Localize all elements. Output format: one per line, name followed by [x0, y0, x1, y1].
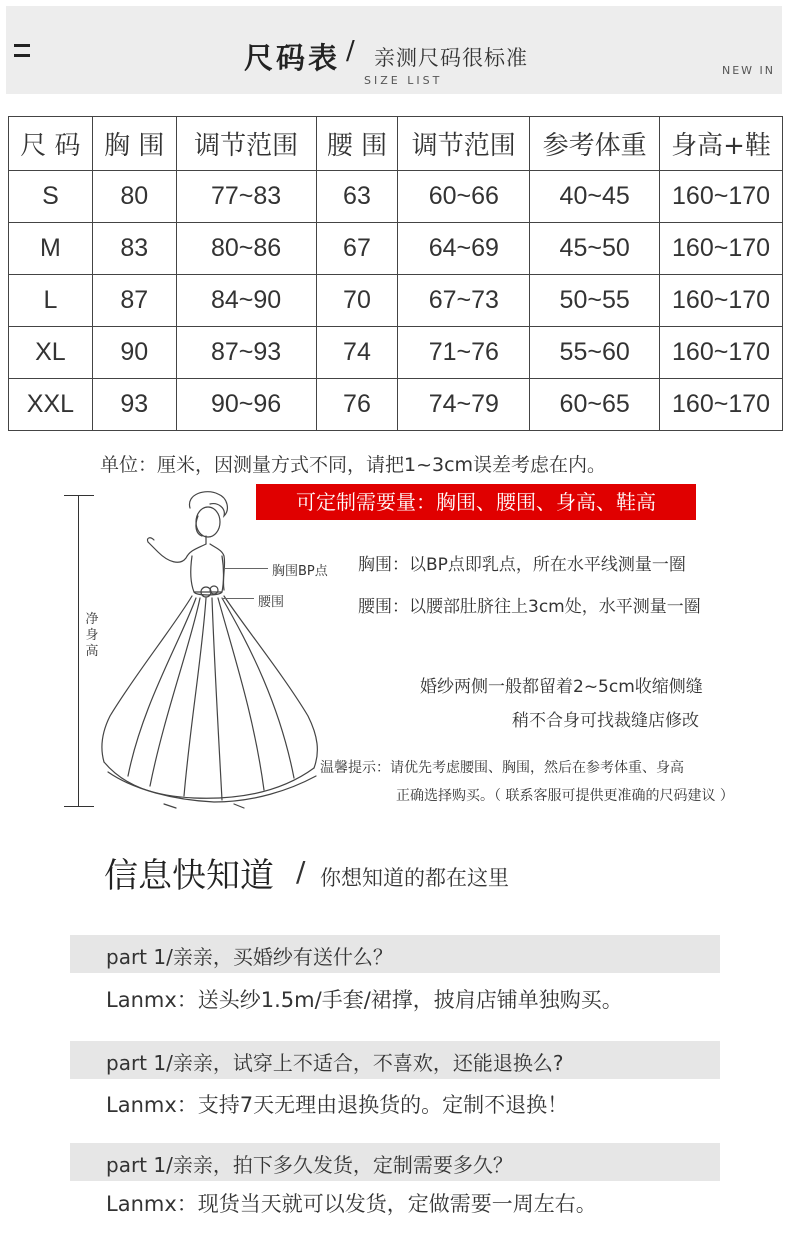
table-cell: 87: [92, 275, 176, 327]
table-cell: 71~76: [398, 327, 530, 379]
faq-question-bar: [70, 1041, 720, 1079]
new-in-label: NEW IN: [722, 64, 776, 77]
table-cell: XXL: [9, 379, 93, 431]
table-cell: 60~65: [530, 379, 660, 431]
table-cell: 45~50: [530, 223, 660, 275]
page-subtitle: 亲测尺码很标准: [374, 46, 528, 70]
ruler-bottom-tick: [64, 806, 94, 807]
table-row: [9, 379, 783, 431]
header-waist-range: 调节范围: [398, 117, 530, 171]
info-slash: /: [296, 855, 306, 888]
header-waist: 腰 围: [316, 117, 398, 171]
table-row: [9, 275, 783, 327]
table-row: [9, 327, 783, 379]
tailor-note: 稍不合身可找裁缝店修改: [512, 711, 699, 731]
waist-description: 腰围：以腰部肚脐往上3cm处，水平测量一圈: [358, 597, 701, 617]
height-ruler: [78, 496, 79, 806]
title-slash: /: [346, 36, 355, 66]
unit-note: 单位：厘米，因测量方式不同，请把1~3cm误差考虑在内。: [100, 454, 607, 476]
bust-bp-label: 胸围BP点: [272, 564, 328, 579]
table-cell: 160~170: [660, 171, 783, 223]
header-size: 尺 码: [9, 117, 93, 171]
warm-tip-line2: 正确选择购买。（ 联系客服可提供更准确的尺码建议 ）: [396, 788, 734, 804]
table-cell: 160~170: [660, 223, 783, 275]
header-bust-range: 调节范围: [176, 117, 316, 171]
info-subtitle: 你想知道的都在这里: [320, 866, 509, 890]
table-cell: 67: [316, 223, 398, 275]
table-cell: 67~73: [398, 275, 530, 327]
table-header-row: [9, 117, 783, 171]
english-subtitle: SIZE LIST: [364, 74, 443, 87]
table-cell: 77~83: [176, 171, 316, 223]
faq-answer: Lanmx：送头纱1.5m/手套/裙撑，披肩店铺单独购买。: [106, 988, 623, 1012]
menu-icon[interactable]: [14, 44, 30, 58]
table-cell: 80~86: [176, 223, 316, 275]
faq-question: part 1/亲亲，拍下多久发货，定制需要多久？: [106, 1153, 513, 1177]
table-row: [9, 223, 783, 275]
header-height: 身高+鞋: [660, 117, 783, 171]
table-cell: 63: [316, 171, 398, 223]
table-cell: L: [9, 275, 93, 327]
bust-pointer-line: [224, 568, 268, 569]
table-cell: S: [9, 171, 93, 223]
bust-description: 胸围：以BP点即乳点，所在水平线测量一圈: [358, 555, 686, 575]
faq-question: part 1/亲亲，买婚纱有送什么？: [106, 945, 393, 969]
table-row: [9, 171, 783, 223]
size-table: [8, 116, 783, 431]
table-cell: 76: [316, 379, 398, 431]
faq-answer: Lanmx：支持7天无理由退换货的。定制不退换！: [106, 1093, 569, 1117]
faq-question: part 1/亲亲，试穿上不适合，不喜欢，还能退换么?: [106, 1051, 564, 1075]
table-cell: 84~90: [176, 275, 316, 327]
table-cell: M: [9, 223, 93, 275]
table-cell: 83: [92, 223, 176, 275]
info-title: 信息快知道: [104, 856, 274, 896]
table-cell: 90: [92, 327, 176, 379]
table-cell: 160~170: [660, 379, 783, 431]
table-cell: 160~170: [660, 275, 783, 327]
wedding-dress-illustration: [94, 486, 324, 816]
table-cell: 90~96: [176, 379, 316, 431]
table-cell: 64~69: [398, 223, 530, 275]
table-cell: 55~60: [530, 327, 660, 379]
table-cell: 80: [92, 171, 176, 223]
faq-answer: Lanmx：现货当天就可以发货，定做需要一周左右。: [106, 1192, 597, 1216]
table-cell: XL: [9, 327, 93, 379]
table-cell: 74: [316, 327, 398, 379]
table-cell: 50~55: [530, 275, 660, 327]
faq-question-bar: [70, 935, 720, 973]
waist-pointer-line: [222, 598, 254, 599]
table-cell: 93: [92, 379, 176, 431]
faq-question-bar: [70, 1143, 720, 1181]
table-cell: 160~170: [660, 327, 783, 379]
header-bar: [6, 6, 782, 94]
table-cell: 87~93: [176, 327, 316, 379]
table-cell: 60~66: [398, 171, 530, 223]
ruler-top-tick: [64, 495, 94, 496]
waist-label: 腰围: [258, 595, 285, 610]
side-seam-note: 婚纱两侧一般都留着2~5cm收缩侧缝: [420, 677, 703, 697]
table-cell: 70: [316, 275, 398, 327]
page-title: 尺码表: [244, 41, 341, 75]
custom-measure-banner: 可定制需要量：胸围、腰围、身高、鞋高: [256, 484, 696, 520]
table-cell: 74~79: [398, 379, 530, 431]
table-cell: 40~45: [530, 171, 660, 223]
header-weight: 参考体重: [530, 117, 660, 171]
warm-tip-line1: 温馨提示：请优先考虑腰围、胸围，然后在参考体重、身高: [320, 760, 684, 776]
net-height-label: 净身高: [85, 612, 99, 659]
header-bust: 胸 围: [92, 117, 176, 171]
